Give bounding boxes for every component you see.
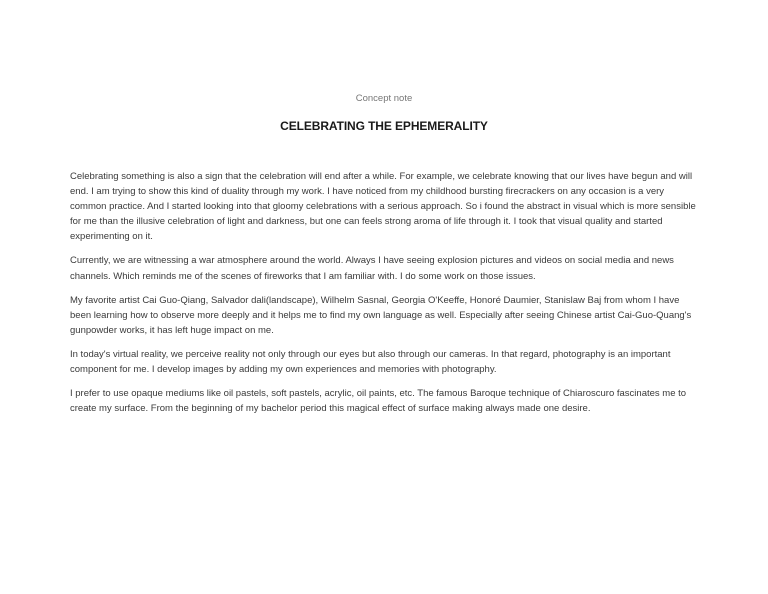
paragraph: Currently, we are witnessing a war atmosphere around the world. Always I have seeing explosion pictures and videos on social media and news channels. Which reminds me of the scenes of fireworks that I am familiar with. I do some work on those issues. (70, 255, 674, 282)
paragraph: I prefer to use opaque mediums like oil pastels, soft pastels, acrylic, oil paints, etc. The famous Baroque technique of Chiaroscuro fascinates me to create my surface. From the beginning of my bachelor period this magical effect of surface making always made one desire. (70, 388, 687, 415)
document-body (70, 169, 700, 425)
paragraph: My favorite artist Cai Guo-Qiang, Salvador dali(landscape), Wilhelm Sasnal, Georgia O'Keeffe, Honoré Daumier, Stanislaw Baj from whom I have been learning how to observe more deeply and it helps me to find my own language as well. Especially after seeing Chinese artist Cai-Guo-Quang's gunpowder works, it has left huge impact on me. (70, 294, 692, 336)
paragraph: Celebrating something is also a sign that the celebration will end after a while. For example, we celebrate knowing that our lives have begun and will end. I am trying to show this kind of duality through my work. I have noticed from my childhood bursting firecrackers on any occasion is a very common practice. And I started looking into that gloomy celebrations with a serious approach. So i found the abstract in visual which is more sensible for me than the illusive celebration of light and darkness, but one can feels strong aroma of life through it. I took that visual quality and started experimenting on it. (70, 171, 696, 243)
paragraph: In today's virtual reality, we perceive reality not only through our eyes but also through our cameras. In that regard, photography is an important component for me. I develop images by adding my own experiences and memories with photography. (70, 348, 671, 376)
document-title: CELEBRATING THE EPHEMERALITY (280, 119, 488, 133)
document-label: Concept note (355, 93, 413, 104)
